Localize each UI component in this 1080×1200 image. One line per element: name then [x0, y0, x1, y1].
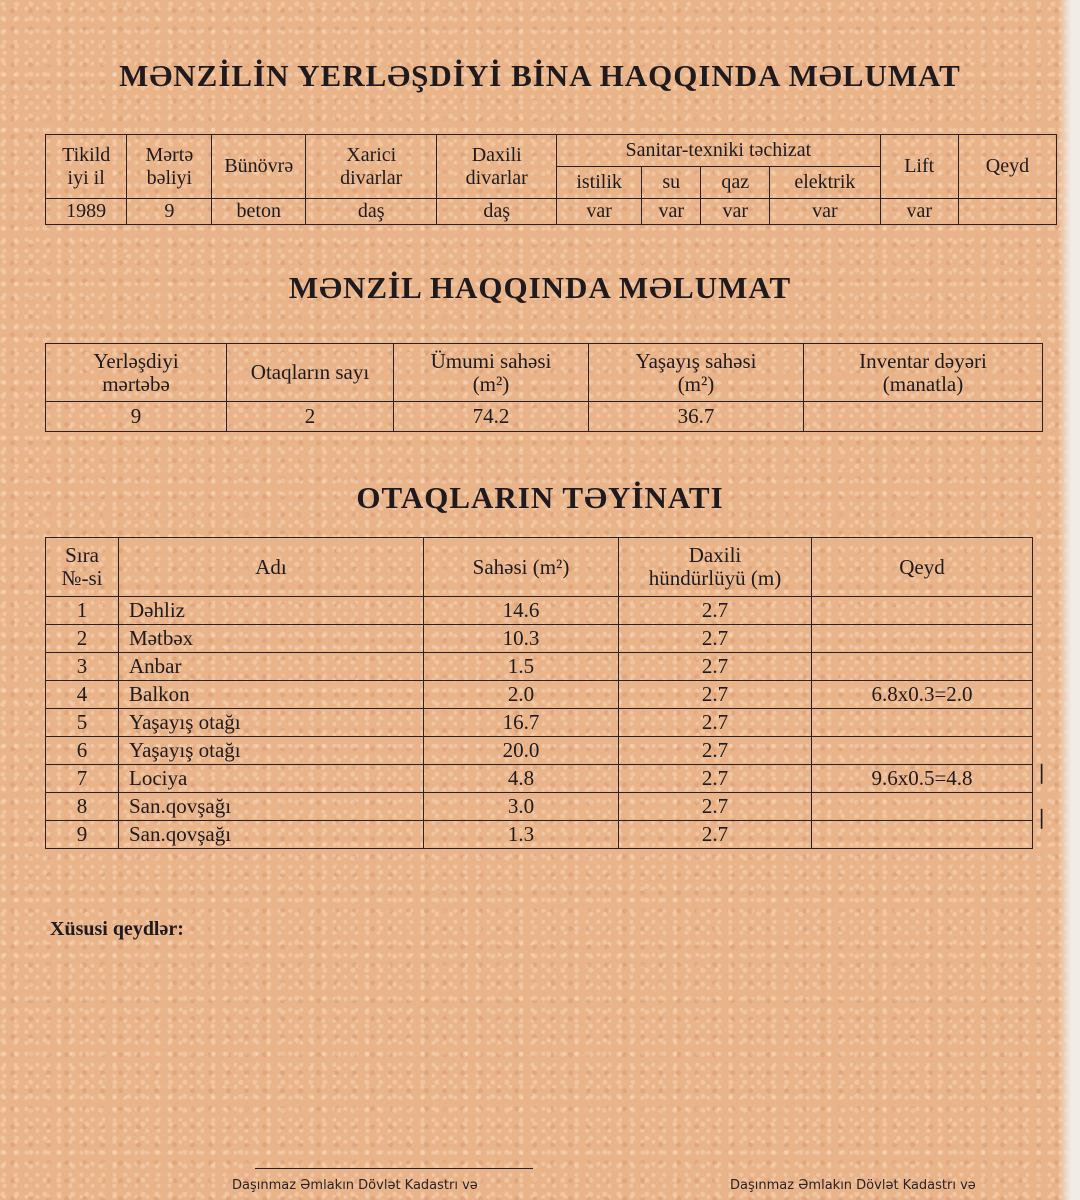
room-num-cell: 7 — [46, 765, 119, 793]
header-outer-walls-line2: divarlar — [340, 166, 403, 189]
room-height-cell: 2.7 — [619, 597, 812, 625]
staple-mark-icon: ❘ — [1033, 762, 1050, 784]
table-row — [46, 681, 1033, 709]
value-floors: 9 — [127, 199, 212, 225]
room-height-cell: 2.7 — [619, 709, 812, 737]
value-gas: var — [701, 199, 770, 225]
header-floors-line2: bəliyi — [146, 166, 193, 189]
room-area-cell: 16.7 — [424, 709, 619, 737]
header-outer-walls — [306, 135, 437, 199]
room-area-cell: 2.0 — [424, 681, 619, 709]
header-foundation: Bünövrə — [212, 135, 306, 199]
header-living-area-line1: Yaşayış sahəsi — [635, 348, 757, 373]
header-total-area — [394, 344, 589, 402]
header-note: Qeyd — [958, 135, 1056, 199]
value-heating: var — [557, 199, 642, 225]
room-num-cell: 8 — [46, 793, 119, 821]
room-note-cell: 9.6x0.5=4.8 — [812, 765, 1033, 793]
header-apartment-floor — [46, 344, 227, 402]
special-notes-label: Xüsusi qeydlər: — [50, 918, 184, 940]
header-lift: Lift — [880, 135, 958, 199]
table-row — [46, 653, 1033, 681]
header-room-height — [619, 538, 812, 597]
room-area-cell: 4.8 — [424, 765, 619, 793]
room-note-cell — [812, 737, 1033, 765]
header-inventory-value — [804, 344, 1043, 402]
header-inner-walls-line2: divarlar — [465, 166, 528, 189]
header-room-height-line2: hündürlüyü (m) — [648, 566, 782, 590]
apartment-section-title: MƏNZİL HAQQINDA MƏLUMAT — [288, 270, 792, 305]
rooms-table — [45, 537, 1033, 849]
header-electric: elektrik — [770, 167, 880, 199]
value-rooms-count: 2 — [227, 402, 394, 432]
header-living-area — [589, 344, 804, 402]
table-row — [46, 821, 1033, 849]
room-num-cell: 2 — [46, 625, 119, 653]
room-num-cell: 4 — [46, 681, 119, 709]
header-room-num-line2: №-si — [61, 566, 103, 590]
footer-right-text: Daşınmaz Əmlakın Dövlət Kadastrı və — [730, 1178, 976, 1193]
room-name-cell: Dəhliz — [119, 597, 424, 625]
value-outer-walls: daş — [306, 199, 437, 225]
header-gas: qaz — [701, 167, 770, 199]
header-year-line1: Tikild — [62, 143, 111, 166]
room-name-cell: Anbar — [119, 653, 424, 681]
header-room-note: Qeyd — [812, 538, 1033, 597]
paper-edge — [1058, 0, 1080, 1200]
header-living-area-line2: (m²) — [677, 371, 715, 396]
header-floors — [127, 135, 212, 199]
value-living-area: 36.7 — [589, 402, 804, 432]
footer-left-text: Daşınmaz Əmlakın Dövlət Kadastrı və — [232, 1178, 478, 1193]
header-floors-line1: Mərtə — [145, 143, 194, 166]
header-room-num-line1: Sıra — [65, 543, 99, 567]
staple-mark-icon: ❘ — [1033, 807, 1050, 829]
room-name-cell: Mətbəx — [119, 625, 424, 653]
header-heating: istilik — [557, 167, 642, 199]
room-height-cell: 2.7 — [619, 737, 812, 765]
header-room-area: Sahəsi (m²) — [424, 538, 619, 597]
header-year-line2: iyi il — [67, 166, 105, 189]
value-year: 1989 — [46, 199, 127, 225]
table-row — [46, 709, 1033, 737]
room-area-cell: 20.0 — [424, 737, 619, 765]
room-name-cell: Lociya — [119, 765, 424, 793]
header-outer-walls-line1: Xarici — [346, 143, 397, 166]
header-room-num — [46, 538, 119, 597]
header-inventory-line2: (manatla) — [882, 371, 964, 396]
room-note-cell — [812, 597, 1033, 625]
room-note-cell — [812, 821, 1033, 849]
room-num-cell: 1 — [46, 597, 119, 625]
header-inner-walls — [437, 135, 557, 199]
room-note-cell: 6.8x0.3=2.0 — [812, 681, 1033, 709]
header-total-area-line2: (m²) — [472, 371, 510, 396]
room-note-cell — [812, 625, 1033, 653]
header-sanitary: Sanitar-texniki təchizat — [557, 135, 880, 167]
header-year — [46, 135, 127, 199]
value-foundation: beton — [212, 199, 306, 225]
room-num-cell: 3 — [46, 653, 119, 681]
room-note-cell — [812, 653, 1033, 681]
room-num-cell: 5 — [46, 709, 119, 737]
room-area-cell: 1.5 — [424, 653, 619, 681]
room-num-cell: 6 — [46, 737, 119, 765]
room-height-cell: 2.7 — [619, 681, 812, 709]
header-rooms-count: Otaqların sayı — [227, 344, 394, 402]
header-apartment-floor-line2: mərtəbə — [102, 371, 170, 396]
header-room-height-line1: Daxili — [688, 543, 742, 567]
signature-line — [255, 1168, 533, 1169]
room-height-cell: 2.7 — [619, 625, 812, 653]
room-height-cell: 2.7 — [619, 653, 812, 681]
room-name-cell: San.qovşağı — [119, 793, 424, 821]
table-row — [46, 765, 1033, 793]
room-name-cell: San.qovşağı — [119, 821, 424, 849]
room-area-cell: 14.6 — [424, 597, 619, 625]
header-inventory-line1: Inventar dəyəri — [859, 348, 987, 373]
table-row — [46, 793, 1033, 821]
table-row — [46, 597, 1033, 625]
room-name-cell: Balkon — [119, 681, 424, 709]
value-inventory — [804, 402, 1043, 432]
apartment-table — [45, 343, 1043, 432]
header-inner-walls-line1: Daxili — [471, 143, 522, 166]
header-water: su — [642, 167, 701, 199]
room-name-cell: Yaşayış otağı — [119, 737, 424, 765]
room-height-cell: 2.7 — [619, 765, 812, 793]
header-total-area-line1: Ümumi sahəsi — [430, 348, 552, 373]
value-note — [958, 199, 1056, 225]
value-lift: var — [880, 199, 958, 225]
room-area-cell: 10.3 — [424, 625, 619, 653]
room-note-cell — [812, 793, 1033, 821]
room-height-cell: 2.7 — [619, 821, 812, 849]
rooms-section-title: OTAQLARIN TƏYİNATI — [356, 480, 724, 515]
table-row — [46, 737, 1033, 765]
room-height-cell: 2.7 — [619, 793, 812, 821]
building-section-title: MƏNZİLİN YERLƏŞDİYİ BİNA HAQQINDA MƏLUMAT — [119, 58, 961, 93]
value-water: var — [642, 199, 701, 225]
value-electric: var — [770, 199, 880, 225]
value-inner-walls: daş — [437, 199, 557, 225]
value-apartment-floor: 9 — [46, 402, 227, 432]
room-area-cell: 1.3 — [424, 821, 619, 849]
header-apartment-floor-line1: Yerləşdiyi — [93, 348, 179, 373]
building-table — [45, 134, 1057, 225]
value-total-area: 74.2 — [394, 402, 589, 432]
room-area-cell: 3.0 — [424, 793, 619, 821]
header-room-name: Adı — [119, 538, 424, 597]
room-name-cell: Yaşayış otağı — [119, 709, 424, 737]
room-num-cell: 9 — [46, 821, 119, 849]
rooms-table-body — [46, 597, 1033, 849]
room-note-cell — [812, 709, 1033, 737]
table-row — [46, 625, 1033, 653]
